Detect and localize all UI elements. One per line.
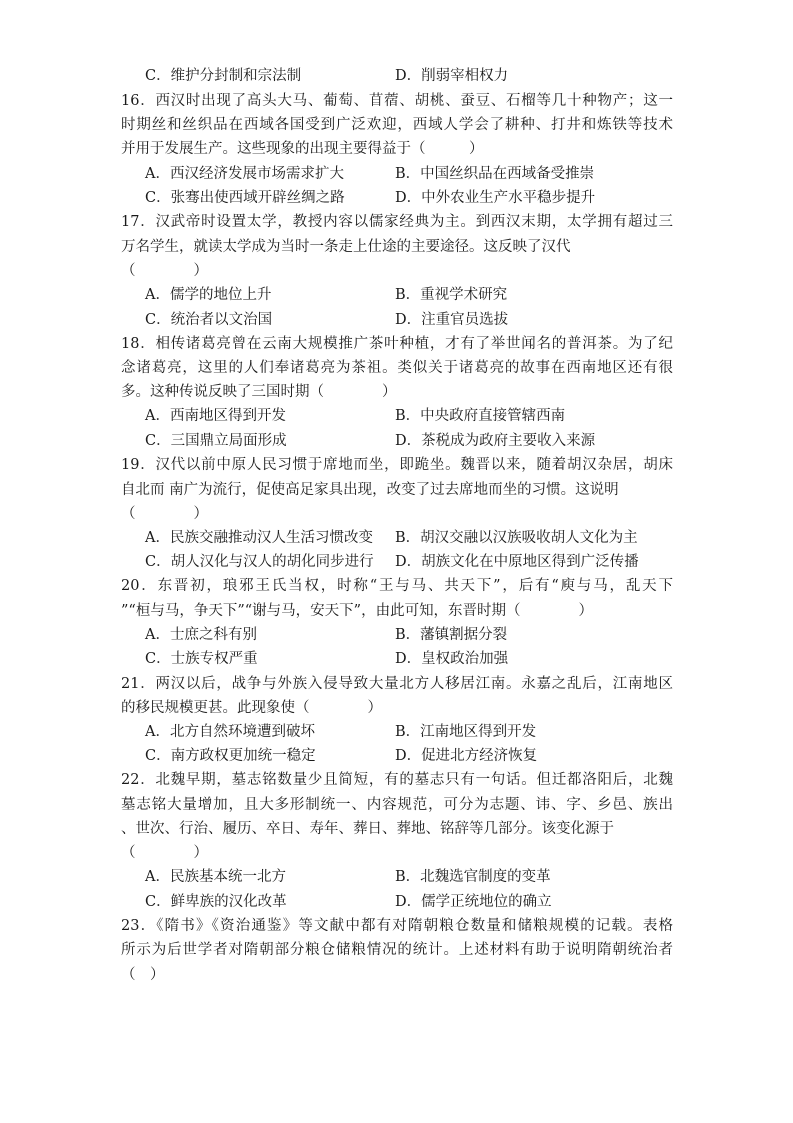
- option-right: D．儒学正统地位的确立: [395, 894, 552, 910]
- option-right: B．江南地区得到开发: [395, 724, 537, 740]
- question-text-line: 21．两汉以后，战争与外族入侵导致大量北方人移居江南。永嘉之乱后，江南地区: [121, 676, 673, 692]
- question-text-line: 所示为后世学者对隋朝部分粮仓储粮情况的统计。上述材料有助于说明隋朝统治者: [121, 942, 673, 958]
- options-row: [145, 431, 673, 451]
- options-row: [145, 892, 673, 912]
- question-text-line: 23．《隋书》《资治通鉴》等文献中都有对隋朝粮仓数量和储粮规模的记载。表格: [121, 918, 673, 934]
- option-left: A．西南地区得到开发: [145, 408, 286, 424]
- option-right: B．中国丝织品在西域备受推崇: [395, 166, 595, 182]
- option-left: C．士族专权严重: [145, 651, 258, 667]
- question-text-line: 墓志铭大量增加，且大多形制统一、内容规范，可分为志题、讳、字、乡邑、族出: [121, 797, 673, 813]
- options-row: [145, 285, 673, 305]
- option-left: A．民族基本统一北方: [145, 869, 286, 885]
- option-right: B．胡汉交融以汉族吸收胡人文化为主: [395, 530, 638, 546]
- option-right: D．中外农业生产水平稳步提升: [395, 190, 596, 206]
- option-left: A．儒学的地位上升: [145, 287, 272, 303]
- option-right: D．削弱宰相权力: [395, 68, 509, 84]
- option-left: C．三国鼎立局面形成: [145, 433, 287, 449]
- options-row: [145, 552, 673, 572]
- options-row: [145, 66, 673, 86]
- option-right: D．注重官员选拔: [395, 312, 509, 328]
- option-left: C．张骞出使西域开辟丝绸之路: [145, 190, 345, 206]
- question-text-line: 、世次、行治、履历、卒日、寿年、葬日、葬地、铭辞等几部分。该变化源于: [121, 821, 614, 837]
- option-left: A．北方自然环境遭到破坏: [145, 724, 315, 740]
- options-row: [145, 625, 673, 645]
- options-row: [145, 722, 673, 742]
- option-right: D．胡族文化在中原地区得到广泛传播: [395, 554, 639, 570]
- question-text-line: （ ）: [121, 967, 165, 983]
- option-left: C．胡人汉化与汉人的胡化同步进行: [145, 554, 374, 570]
- question-text-line: 并用于发展生产。这些现象的出现主要得益于（ ）: [121, 141, 484, 157]
- option-left: A．士庶之科有别: [145, 627, 257, 643]
- option-left: C．南方政权更加统一稳定: [145, 748, 316, 764]
- question-text-line: 念诸葛亮，这里的人们奉诸葛亮为茶祖。类似关于诸葛亮的故事在西南地区还有很: [121, 360, 673, 376]
- option-right: B．中央政府直接管辖西南: [395, 408, 566, 424]
- options-row: [145, 188, 673, 208]
- option-right: B．重视学术研究: [395, 287, 508, 303]
- options-row: [145, 406, 673, 426]
- options-row: [145, 528, 673, 548]
- question-text-line: 的移民规模更甚。此现象使（ ）: [121, 700, 382, 716]
- question-text-line: ”“桓与马，争天下”“谢与马，安天下”，由此可知，东晋时期（ ）: [121, 603, 594, 619]
- option-right: B．藩镇割据分裂: [395, 627, 508, 643]
- option-left: A．民族交融推动汉人生活习惯改变: [145, 530, 373, 546]
- question-text-line: 万名学生，就读太学成为当时一条走上仕途的主要途径。这反映了汉代: [121, 239, 571, 255]
- question-text-line: （ ）: [121, 263, 208, 279]
- question-text-line: 18．相传诸葛亮曾在云南大规模推广茶叶种植，才有了举世闻名的普洱茶。为了纪: [121, 336, 673, 352]
- option-left: C．统治者以文治国: [145, 312, 273, 328]
- option-left: A．西汉经济发展市场需求扩大: [145, 166, 344, 182]
- question-text-line: 17．汉武帝时设置太学，教授内容以儒家经典为主。到西汉末期，太学拥有超过三: [121, 214, 673, 230]
- option-right: D．促进北方经济恢复: [395, 748, 538, 764]
- options-row: [145, 746, 673, 766]
- options-row: [145, 310, 673, 330]
- options-row: [145, 164, 673, 184]
- question-text-line: 19．汉代以前中原人民习惯于席地而坐，即跪坐。魏晋以来，随着胡汉杂居，胡床: [121, 457, 673, 473]
- option-left: C．鲜卑族的汉化改革: [145, 894, 287, 910]
- options-row: [145, 649, 673, 669]
- option-right: B．北魏选官制度的变革: [395, 869, 551, 885]
- options-row: [145, 867, 673, 887]
- question-text-line: 20．东晋初，琅邪王氏当权，时称“王与马、共天下”，后有“庾与马，乱天下: [121, 578, 673, 594]
- question-text-line: 16．西汉时出现了高头大马、葡萄、苜蓿、胡桃、蚕豆、石榴等几十种物产；这一: [121, 93, 673, 109]
- option-right: D．茶税成为政府主要收入来源: [395, 433, 596, 449]
- question-text-line: 22．北魏早期，墓志铭数量少且简短，有的墓志只有一句话。但迁都洛阳后，北魏: [121, 772, 673, 788]
- question-text-line: 时期丝和丝织品在西域各国受到广泛欢迎，西域人学会了耕种、打井和炼铁等技术: [121, 117, 673, 133]
- question-text-line: 多。这种传说反映了三国时期（ ）: [121, 384, 397, 400]
- question-text-line: （ ）: [121, 506, 208, 522]
- option-right: D．皇权政治加强: [395, 651, 509, 667]
- question-text-line: （ ）: [121, 845, 208, 861]
- question-text-line: 自北而 南广为流行，促使高足家具出现，改变了过去席地而坐的习惯。这说明: [121, 482, 619, 498]
- option-left: C．维护分封制和宗法制: [145, 68, 302, 84]
